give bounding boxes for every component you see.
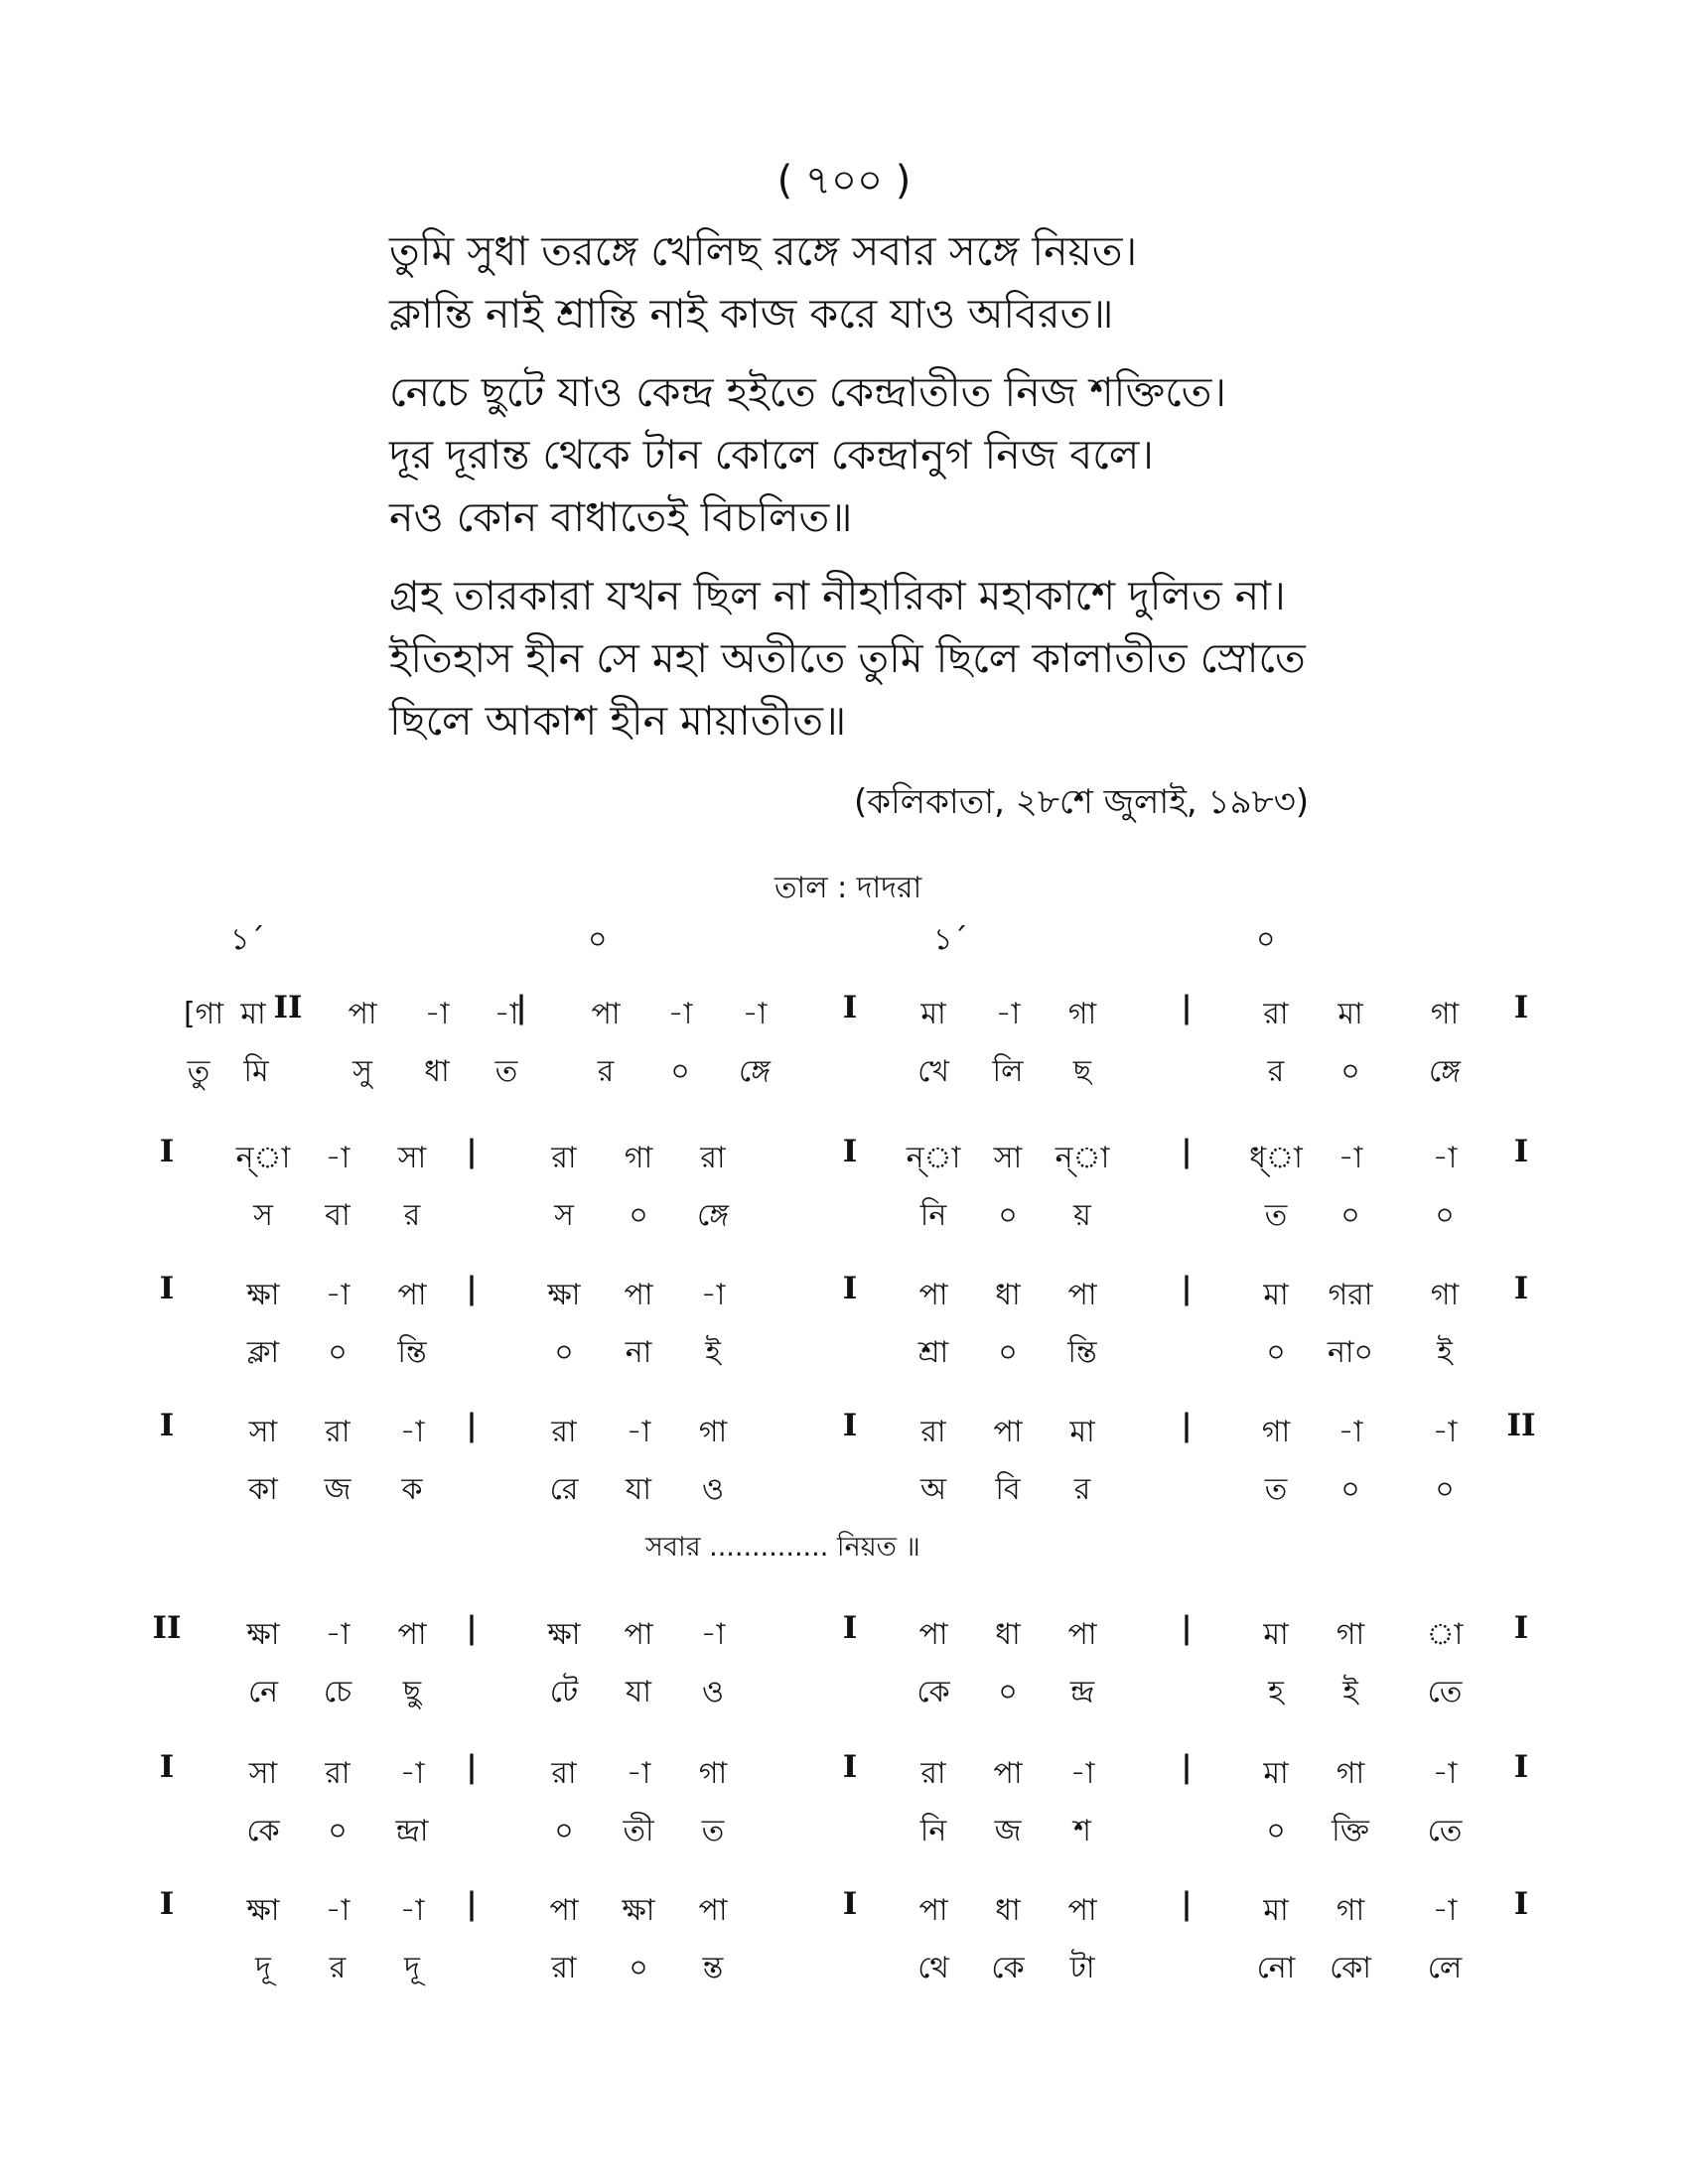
lyric-line: ছিলে আকাশ হীন মায়াতীত॥ [389,697,847,745]
swara-note: পা [993,1415,1023,1449]
swara-note: -া [399,1893,425,1928]
swara-note: -া [424,997,450,1031]
lyric-syllable: ত [1264,1198,1288,1233]
lyric-syllable: ০ [998,1335,1018,1370]
lyric-syllable: র [329,1951,347,1985]
bar-line: II [152,1610,182,1646]
swara-note: গা [698,1415,728,1449]
lyric-syllable: ০ [1340,1198,1360,1233]
lyric-syllable: ও [701,1675,725,1709]
swara-note: -া [325,1893,351,1928]
bar-line: I [1513,990,1529,1025]
lyric-syllable: ০ [998,1198,1018,1233]
lyric-syllable: শ [1073,1814,1091,1848]
bar-line: I [159,1134,175,1169]
beat-marker: ১´ [230,922,265,957]
swara-note: সা [397,1141,427,1175]
swara-note: গা [1336,1893,1365,1928]
swara-note: পা [1067,1278,1097,1312]
swara-note: গা [1261,1415,1291,1449]
lyric-syllable: ত [701,1814,725,1848]
swara-note: রা [325,1756,351,1791]
lyric-syllable: ধা [424,1054,450,1089]
swara-note: পা [918,1278,948,1312]
lyric-syllable: নো [1256,1951,1296,1985]
swara-note: সা [993,1141,1023,1175]
swara-note: মা [1263,1278,1289,1312]
bar-line: | [466,1610,478,1646]
lyric-syllable: র [1267,1054,1285,1089]
lyric-line: গ্রহ তারকারা যখন ছিল না নীহারিকা মহাকাশে দুলিত না। [389,572,1286,619]
swara-note: পা [1067,1893,1097,1928]
lyric-syllable: রা [551,1951,577,1985]
swara-note: -া [1337,1415,1363,1449]
swara-note: -া [325,1617,351,1652]
swara-note: সা [248,1756,278,1791]
swara-note: রা [920,1415,946,1449]
lyric-line: ইতিহাস হীন সে মহা অতীতে তুমি ছিলে কালাতীত স্রোতে [389,634,1306,682]
lyric-syllable: ছ [1072,1054,1092,1089]
bar-line: | [1181,1134,1193,1169]
lyric-syllable: ০ [1435,1472,1455,1507]
swara-note: ধা [995,1893,1021,1928]
lyric-syllable: জ [324,1472,352,1507]
swara-note: -া [399,1415,425,1449]
bar-line: | [1181,990,1193,1025]
swara-note: পা [591,997,621,1031]
lyric-syllable: ০ [629,1951,648,1985]
lyric-syllable: তী [623,1814,654,1848]
swara-note: -া [1337,1141,1363,1175]
lyric-syllable: খে [917,1054,949,1089]
lyric-syllable: কো [1330,1951,1371,1985]
swara-note: গা [698,1756,728,1791]
lyric-syllable: ০ [1340,1472,1360,1507]
place-date-line: (কলিকাতা, ২৮শে জুলাই, ১৯৮৩) [854,782,1310,822]
lyric-syllable: না০ [1327,1335,1374,1370]
lyric-line: ক্লান্তি নাই শ্রান্তি নাই কাজ করে যাও অবিরত॥ [389,290,1114,338]
bar-line: | [515,990,527,1025]
swara-note: রা [551,1756,577,1791]
lyric-syllable: র [403,1198,421,1233]
lyric-syllable: অ [920,1472,946,1507]
swara-note: মা [1069,1415,1095,1449]
bar-line: I [1513,1610,1529,1646]
lyric-syllable: কে [916,1675,950,1709]
tala-heading: তাল : দাদরা [774,871,922,905]
bar-line: I [842,1271,858,1306]
lyric-syllable: ০ [998,1675,1018,1709]
lyric-syllable: কে [246,1814,280,1848]
leading-syllable: তু [187,1054,211,1089]
lyric-syllable: র [597,1054,615,1089]
bar-line: I [159,1749,175,1785]
lyric-syllable: স [554,1198,574,1233]
bar-line: I [1513,1886,1529,1922]
bar-line: | [466,1408,478,1443]
swara-note: ক্ষা [246,1278,280,1312]
swara-note: পা [549,1893,579,1928]
lyric-syllable: ও [701,1472,725,1507]
bar-line: I [159,1408,175,1443]
swara-note: ধা [995,1278,1021,1312]
lyric-syllable: শ্রা [917,1335,949,1370]
swara-note: -া [995,997,1021,1031]
bar-line: I [842,1610,858,1646]
swara-note: -া [325,1278,351,1312]
lyric-syllable: টা [1069,1951,1095,1985]
swara-note: -া [1432,1415,1458,1449]
lyric-syllable: ০ [328,1335,348,1370]
swara-note: ধ্া [1249,1141,1303,1175]
lyric-syllable: নে [247,1675,279,1709]
lyric-syllable: লি [992,1054,1024,1089]
lyric-syllable: ০ [1435,1198,1455,1233]
swara-note: পা [1067,1617,1097,1652]
swara-note: গা [1336,1617,1365,1652]
swara-note: রা [551,1415,577,1449]
swara-note: -া [700,1617,726,1652]
lyric-syllable: ন্তি [397,1335,427,1370]
lyric-syllable: ক্লা [246,1335,280,1370]
swara-note: ক্ষা [547,1278,581,1312]
bar-line: | [1181,1610,1193,1646]
lyric-syllable: না [625,1335,652,1370]
swara-note: সা [248,1415,278,1449]
swara-note: -া [742,997,768,1031]
lyric-syllable: ০ [1266,1335,1286,1370]
swara-note: ক্ষা [622,1893,655,1928]
swara-note: -া [399,1756,425,1791]
lyric-syllable: স [253,1198,273,1233]
lyric-syllable: জ [994,1814,1022,1848]
swara-note: গা [1067,997,1097,1031]
lyric-syllable: ০ [629,1198,648,1233]
lyric-syllable: ক্তি [1332,1814,1369,1848]
swara-note: ন্া [906,1141,961,1175]
swara-note: রা [551,1141,577,1175]
lyric-syllable: ঙ্গে [738,1054,772,1089]
lyric-syllable: ক [401,1472,423,1507]
swara-note: -া [667,997,693,1031]
bar-line: | [466,1134,478,1169]
swara-note: মা [1263,1756,1289,1791]
lyric-syllable: রে [549,1472,579,1507]
lyric-syllable: যা [626,1675,651,1709]
bar-line: | [466,1271,478,1306]
swara-note: পা [918,1617,948,1652]
swara-note: গরা [1328,1278,1373,1312]
bar-line: | [1181,1271,1193,1306]
swara-note: মা [920,997,946,1031]
swara-note: পা [918,1893,948,1928]
repeat-note: সবার .............. নিয়ত ॥ [645,1532,920,1563]
bar-line: I [159,1271,175,1306]
lyric-syllable: বা [325,1198,351,1233]
swara-note: -া [700,1278,726,1312]
lyric-syllable: ০ [1340,1054,1360,1089]
page-number: ( ৭০০ ) [776,158,912,204]
bar-line: I [842,990,858,1025]
beat-marker: ০ [588,922,608,957]
swara-note: -া [325,1141,351,1175]
beat-marker: ১´ [933,922,968,957]
swara-note: পা [348,997,377,1031]
lyric-syllable: বি [995,1472,1021,1507]
swara-note: গা [1430,997,1460,1031]
lyric-syllable: তে [1427,1814,1463,1848]
swara-note: পা [624,1617,653,1652]
lyric-syllable: হ [1268,1675,1284,1709]
bar-line: I [159,1886,175,1922]
bar-line: | [1181,1886,1193,1922]
swara-note: গা [1336,1756,1365,1791]
lyric-syllable: লে [1427,1951,1463,1985]
swara-note: া [1426,1617,1464,1652]
swara-note: ন্া [1055,1141,1110,1175]
lyric-line: তুমি সুধা তরঙ্গে খেলিছ রঙ্গে সবার সঙ্গে নিয়ত। [389,227,1138,275]
lyric-syllable: চে [323,1675,352,1709]
swara-note: পা [624,1278,653,1312]
swara-note: -া [1432,1141,1458,1175]
swara-note: ক্ষা [246,1893,280,1928]
bar-line: II [1506,1408,1536,1443]
swara-note: মা [1263,1617,1289,1652]
swara-note: পা [397,1278,427,1312]
lyric-syllable: ত [494,1054,518,1089]
bar-line: | [1181,1408,1193,1443]
swara-note: মা [1337,997,1363,1031]
bar-line: | [1181,1749,1193,1785]
swara-note: রা [1263,997,1289,1031]
lyric-syllable: সু [352,1054,372,1089]
lyric-syllable: কা [248,1472,278,1507]
leading-syllable: মি [243,1054,269,1089]
swara-note: গা [1430,1278,1460,1312]
lyric-syllable: য় [1073,1198,1091,1233]
swara-note: ধা [995,1617,1021,1652]
swara-note: ন্া [235,1141,291,1175]
swara-note: -া [1432,1893,1458,1928]
swara-note: -া [1069,1756,1095,1791]
lyric-line: নেচে ছুটে যাও কেন্দ্র হইতে কেন্দ্রাতীত নিজ শক্তিতে। [389,368,1227,416]
lyric-syllable: ০ [554,1335,574,1370]
lyric-syllable: ত [1264,1472,1288,1507]
lyric-syllable: র [1073,1472,1091,1507]
lyric-syllable: নি [919,1198,947,1233]
lyric-line: নও কোন বাধাতেই বিচলিত॥ [389,493,853,541]
lyric-syllable: যা [626,1472,651,1507]
swara-note: -া [626,1415,651,1449]
swara-note: রা [920,1756,946,1791]
lyric-line: দূর দূরান্ত থেকে টান কোলে কেন্দ্রানুগ নিজ বলে। [389,431,1154,478]
bar-line: | [466,1749,478,1785]
swara-note: গা [624,1141,653,1175]
lyric-syllable: ০ [1266,1814,1286,1848]
lyric-syllable: ন্দ্র [1069,1675,1095,1709]
lyric-syllable: ন্দ্রা [395,1814,429,1848]
lyric-syllable: নি [919,1814,947,1848]
swara-note: পা [993,1756,1023,1791]
lyric-syllable: তে [1427,1675,1463,1709]
lyric-syllable: টে [549,1675,579,1709]
lyric-syllable: ০ [554,1814,574,1848]
swara-note: ক্ষা [547,1617,581,1652]
lyric-syllable: থে [917,1951,949,1985]
bar-line: I [842,1408,858,1443]
bar-line: I [842,1886,858,1922]
bar-line: | [466,1886,478,1922]
bar-line: I [1513,1749,1529,1785]
leading-mark: II [273,990,303,1025]
swara-note: -া [493,997,519,1031]
lyric-syllable: ০ [670,1054,690,1089]
leading-mark: [গা [183,997,224,1031]
swara-note: রা [325,1415,351,1449]
swara-note: -া [1432,1756,1458,1791]
lyric-syllable: কে [991,1951,1025,1985]
lyric-syllable: দূ [255,1951,271,1985]
swara-note: পা [397,1617,427,1652]
lyric-syllable: ০ [328,1814,348,1848]
lyric-syllable: ন্ত [702,1951,724,1985]
bar-line: I [1513,1271,1529,1306]
lyric-syllable: ই [1437,1335,1453,1370]
lyric-syllable: ঙ্গে [696,1198,730,1233]
swara-note: রা [700,1141,726,1175]
leading-mark: মা [240,997,266,1031]
swara-note: ক্ষা [246,1617,280,1652]
lyric-syllable: ই [705,1335,721,1370]
bar-line: I [842,1134,858,1169]
lyric-syllable: ছু [402,1675,422,1709]
lyric-syllable: ন্তি [1067,1335,1097,1370]
lyric-syllable: ই [1342,1675,1358,1709]
bar-line: I [842,1749,858,1785]
swara-note: পা [698,1893,728,1928]
swara-note: -া [626,1756,651,1791]
bar-line: I [1513,1134,1529,1169]
lyric-syllable: ঙ্গে [1428,1054,1462,1089]
lyric-syllable: দূ [404,1951,420,1985]
beat-marker: ০ [1256,922,1276,957]
swara-note: মা [1263,1893,1289,1928]
